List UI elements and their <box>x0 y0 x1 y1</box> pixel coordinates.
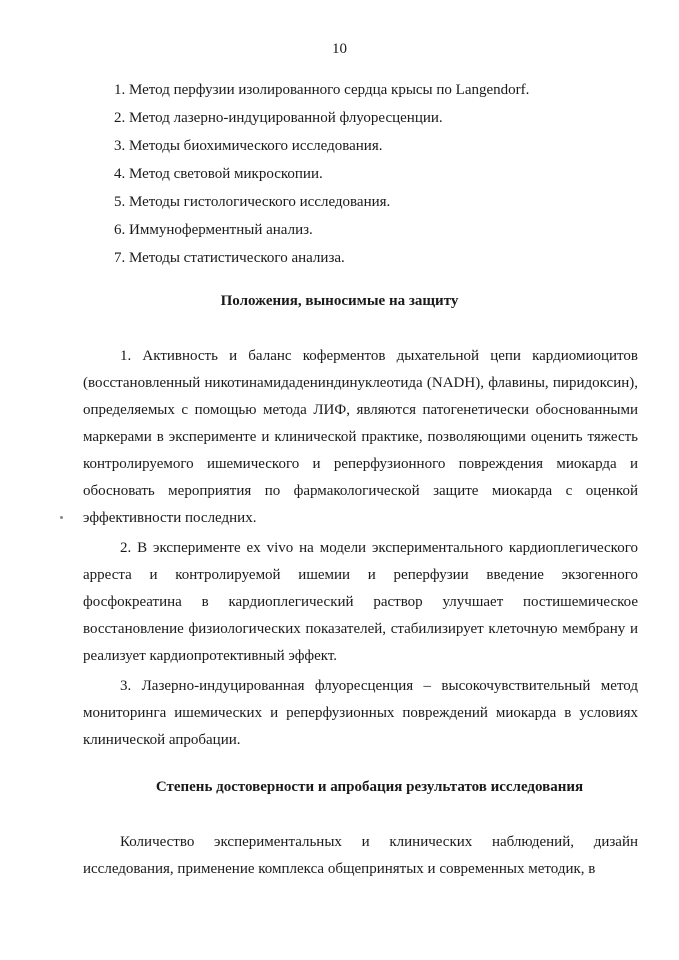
list-item: 7. Методы статистического анализа. <box>114 250 345 266</box>
section-heading-reliability: Степень достоверности и апробация результатов исследования <box>155 779 584 795</box>
provision-paragraph-3: 3. Лазерно-индуцированная флуоресценция – высокочувствительный метод мониторинга ишемических и реперфузионных повреждений миокарда в условиях клинической апробации. <box>83 678 638 748</box>
page-number: 10 <box>332 41 347 57</box>
section-heading-provisions: Положения, выносимые на защиту <box>220 293 459 309</box>
list-item: 5. Методы гистологического исследования. <box>114 194 391 210</box>
methods-list <box>114 76 634 272</box>
list-item: 3. Методы биохимического исследования. <box>114 138 383 154</box>
reliability-paragraph: Количество экспериментальных и клинических наблюдений, дизайн исследования, применение комплекса общепринятых и современных методик, в <box>83 834 638 877</box>
scan-mark <box>60 516 63 519</box>
provision-paragraph-2: 2. В эксперименте ex vivo на модели экспериментального кардиоплегического арреста и контролируемой ишемии и реперфузии введение экзогенного фосфокреатина в кардиоплегический раствор улучшает постишемическое восстановление физиологических показателей, стабилизирует клеточную мембрану и реализует кардиопротективный эффект. <box>83 540 638 664</box>
list-item: 4. Метод световой микроскопии. <box>114 166 323 182</box>
list-item: 2. Метод лазерно-индуцированной флуоресценции. <box>114 110 443 126</box>
list-item: 6. Иммуноферментный анализ. <box>114 222 313 238</box>
list-item: 1. Метод перфузии изолированного сердца крысы по Langendorf. <box>114 82 530 98</box>
provision-paragraph-1: 1. Активность и баланс коферментов дыхательной цепи кардиомиоцитов (восстановленный никотинамидадениндинуклеотида (NADH), флавины, пиридоксин), определяемых с помощью метода ЛИФ, являются патогенетически обоснованными маркерами в эксперименте и клинической практике, позволяющими оценить тяжесть контролируемого ишемического и реперфузионного повреждения миокарда и обосновать мероприятия по фармакологической защите миокарда с оценкой эффективности последних. <box>83 348 638 526</box>
